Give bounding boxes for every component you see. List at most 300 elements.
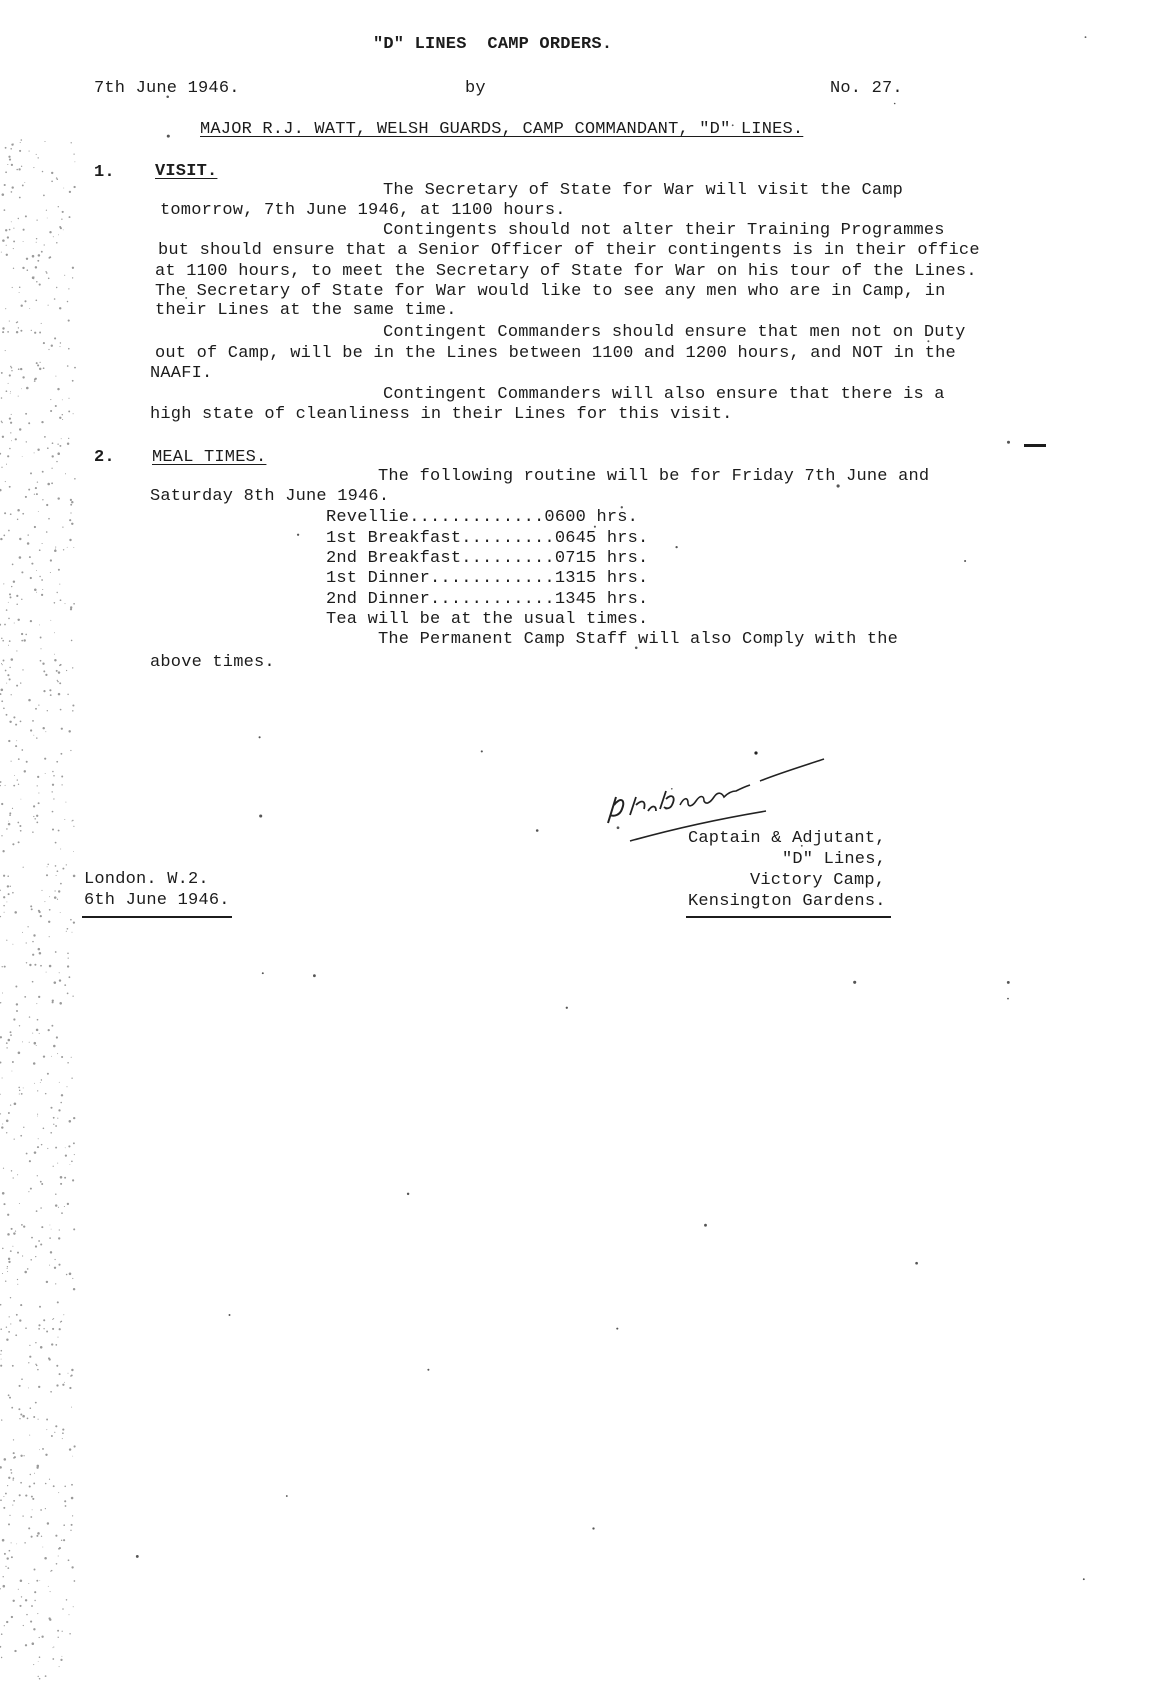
scan-speck [61, 1540, 62, 1541]
scan-speck [42, 727, 44, 729]
scan-speck [136, 1555, 139, 1558]
paragraph-line: The following routine will be for Friday 7th June and [378, 467, 930, 486]
scan-speck [58, 890, 60, 892]
scan-speck [63, 1539, 65, 1541]
scan-speck [37, 481, 38, 482]
scan-speck [28, 1362, 29, 1363]
scan-speck [8, 893, 10, 895]
scan-speck [27, 269, 29, 271]
scan-speck [0, 1646, 1, 1648]
scan-speck [73, 603, 75, 605]
scan-speck [5, 1493, 7, 1495]
scan-speck [21, 633, 23, 635]
scan-speck [69, 216, 71, 218]
scan-speck [57, 1301, 59, 1303]
scan-speck [67, 965, 69, 967]
scan-speck [20, 142, 21, 143]
scan-speck [44, 141, 45, 142]
scan-speck [69, 539, 71, 541]
scan-speck [72, 380, 74, 382]
scan-speck [31, 1496, 33, 1498]
scan-speck [11, 1170, 12, 1171]
scan-speck [42, 499, 43, 500]
scan-speck [13, 1600, 15, 1602]
scan-speck [14, 1456, 16, 1458]
scan-speck [73, 851, 74, 852]
scan-speck [4, 1553, 6, 1555]
scan-speck [47, 447, 49, 449]
scan-speck [17, 619, 19, 621]
scan-speck [29, 308, 30, 309]
scan-speck [29, 1160, 31, 1162]
scan-speck [1, 421, 2, 422]
scan-speck [36, 362, 38, 364]
scan-speck [12, 1246, 13, 1247]
scan-speck [25, 1495, 27, 1497]
scan-speck [36, 238, 37, 239]
scan-speck [0, 1304, 1, 1306]
scan-speck [15, 438, 17, 440]
scan-speck [56, 761, 58, 763]
scan-speck [6, 390, 8, 392]
scan-speck [30, 905, 32, 907]
scan-speck [42, 589, 43, 590]
scan-speck [8, 1258, 10, 1260]
scan-speck [45, 1093, 47, 1095]
scan-speck [30, 729, 32, 731]
scan-speck [7, 331, 9, 333]
scan-speck [66, 1086, 67, 1087]
scan-speck [38, 511, 39, 512]
scan-speck [13, 240, 15, 242]
scan-speck [54, 1267, 56, 1269]
scan-speck [22, 1515, 23, 1516]
scan-speck [704, 1224, 707, 1227]
scan-speck [5, 481, 6, 482]
scan-speck [13, 268, 14, 269]
scan-speck [58, 671, 60, 673]
scan-speck [53, 1646, 54, 1647]
scan-speck [407, 1193, 409, 1195]
scan-speck [17, 822, 19, 824]
scan-speck [52, 1319, 53, 1320]
scan-speck [35, 378, 37, 380]
scan-speck [1, 397, 3, 399]
scan-speck [68, 957, 69, 958]
scan-speck [33, 167, 34, 168]
scan-speck [68, 410, 70, 412]
paragraph-line: The Secretary of State for War will visit the Camp [383, 181, 904, 200]
scan-speck [49, 689, 51, 691]
scan-speck [32, 1509, 33, 1510]
scan-speck [7, 885, 9, 887]
scan-speck [29, 1356, 31, 1358]
scan-speck [12, 564, 14, 566]
scan-speck [65, 603, 66, 604]
scan-speck [9, 486, 11, 488]
scan-speck [57, 1337, 58, 1338]
paragraph-line: high state of cleanliness in their Lines for this visit. [150, 405, 733, 424]
scan-speck [10, 513, 12, 515]
scan-speck [3, 1585, 6, 1588]
scan-speck [3, 905, 5, 907]
scan-speck [36, 1029, 39, 1032]
scan-speck [1, 1419, 2, 1420]
scan-speck [18, 168, 20, 170]
scan-speck [1083, 1578, 1085, 1580]
scan-speck [9, 678, 11, 680]
scan-speck [29, 1042, 30, 1043]
scan-speck [44, 244, 45, 245]
scan-speck [26, 258, 28, 260]
scan-speck [7, 674, 9, 676]
scan-speck [41, 323, 42, 324]
scan-speck [4, 512, 6, 514]
scan-speck [38, 802, 40, 804]
scan-speck [34, 452, 35, 453]
scan-speck [18, 784, 19, 785]
scan-speck [229, 1314, 231, 1316]
scan-speck [50, 1591, 51, 1592]
scan-speck [50, 572, 51, 573]
scan-speck [16, 740, 17, 741]
scan-speck [46, 1331, 48, 1333]
scan-speck [57, 681, 58, 682]
scan-speck [17, 779, 18, 780]
scan-speck [69, 1614, 70, 1615]
scan-speck [6, 828, 7, 829]
scan-speck [37, 1114, 38, 1115]
scan-speck [37, 448, 39, 450]
scan-speck [51, 180, 53, 182]
scan-speck [70, 1164, 71, 1165]
scan-speck [10, 1031, 12, 1033]
scan-speck [26, 387, 29, 390]
scan-speck [28, 489, 30, 491]
scan-speck [11, 1616, 13, 1618]
scan-speck [66, 670, 67, 671]
scan-speck [65, 1505, 67, 1507]
scan-speck [67, 1203, 69, 1205]
scan-speck [8, 1394, 10, 1396]
scan-speck [73, 153, 74, 154]
scan-speck [19, 1385, 21, 1387]
scan-speck [47, 218, 48, 219]
scan-speck [8, 645, 9, 646]
scan-speck [28, 1583, 29, 1584]
scan-speck [1, 663, 2, 664]
scan-speck [53, 1117, 55, 1119]
scan-speck [3, 707, 5, 709]
scan-speck [36, 822, 38, 824]
scan-speck [3, 535, 5, 537]
scan-speck [18, 327, 19, 328]
scan-speck [23, 1127, 24, 1128]
scan-speck [67, 953, 69, 955]
scan-speck [297, 534, 299, 536]
scan-speck [72, 267, 74, 269]
scan-speck [18, 1408, 20, 1410]
scan-speck [68, 398, 69, 399]
scan-speck [39, 1306, 41, 1308]
scan-speck [0, 781, 1, 783]
scan-speck [73, 1288, 75, 1290]
scan-speck [38, 996, 40, 998]
scan-speck [54, 1432, 55, 1433]
scan-speck [9, 417, 11, 419]
scan-speck [20, 682, 21, 683]
scan-speck [69, 1120, 72, 1123]
scan-speck [36, 737, 37, 738]
scan-speck [36, 1535, 38, 1537]
signatory-line: Captain & Adjutant, [688, 829, 886, 848]
scan-speck [64, 819, 65, 820]
scan-speck [56, 242, 58, 244]
scan-speck [36, 219, 37, 220]
scan-speck [21, 1378, 23, 1380]
scan-speck [7, 455, 9, 457]
scan-speck [37, 260, 39, 262]
scan-speck [11, 694, 12, 695]
scan-speck [15, 1334, 17, 1336]
scan-speck [61, 438, 62, 439]
scan-speck [41, 1144, 43, 1146]
scan-speck [67, 993, 69, 995]
scan-speck [9, 229, 11, 231]
scan-speck [30, 577, 32, 579]
scan-speck [69, 1387, 71, 1389]
scan-speck [50, 399, 51, 400]
scan-speck [57, 179, 59, 181]
scan-speck [0, 538, 2, 540]
scan-speck [18, 1087, 20, 1089]
scan-speck [19, 825, 21, 827]
scan-speck [10, 432, 11, 433]
scan-speck [38, 1328, 40, 1330]
scan-speck [34, 380, 36, 382]
scan-speck [38, 910, 40, 912]
scan-speck [60, 599, 62, 601]
scan-speck [53, 1124, 54, 1125]
scan-speck [38, 254, 41, 257]
scan-speck [49, 1225, 50, 1226]
scan-speck [21, 1224, 23, 1226]
scan-speck [59, 584, 60, 585]
paragraph-line: NAAFI. [150, 364, 213, 383]
scan-speck [6, 245, 7, 246]
scan-speck [74, 1154, 75, 1155]
scan-speck [31, 908, 33, 910]
scan-speck [0, 1094, 1, 1095]
scan-speck [15, 1231, 16, 1232]
scan-speck [11, 761, 12, 762]
scan-speck [64, 1177, 66, 1179]
scan-speck [16, 1314, 18, 1316]
scan-speck [37, 1116, 38, 1117]
scan-speck [64, 275, 65, 276]
scan-speck [34, 1151, 37, 1154]
scan-speck [38, 1138, 39, 1139]
scan-speck [22, 184, 24, 186]
scan-speck [43, 1128, 45, 1130]
scan-speck [14, 623, 15, 624]
scan-speck [1007, 441, 1010, 444]
scan-speck [1007, 998, 1009, 1000]
scan-speck [54, 298, 56, 300]
scan-speck [11, 164, 13, 166]
scan-speck [10, 422, 12, 424]
paragraph-line: Contingents should not alter their Training Programmes [383, 221, 945, 240]
scan-speck [40, 1346, 43, 1349]
scan-speck [27, 926, 28, 927]
scan-speck [4, 209, 6, 211]
scan-speck [11, 370, 12, 371]
scan-speck [67, 365, 69, 367]
scan-speck [59, 226, 61, 228]
scan-speck [71, 1484, 73, 1486]
scan-speck [59, 445, 61, 447]
scan-speck [29, 1016, 30, 1017]
scan-speck [36, 281, 38, 283]
scan-speck [40, 1509, 42, 1511]
scan-speck [72, 996, 73, 997]
scan-speck [56, 287, 57, 288]
scan-speck [53, 1647, 54, 1648]
scan-speck [7, 1214, 9, 1216]
scan-speck [71, 1078, 72, 1079]
scan-speck [23, 1087, 24, 1088]
scan-speck [2, 239, 5, 242]
scan-speck [14, 1650, 16, 1652]
scan-speck [44, 436, 46, 438]
scan-speck [64, 1486, 66, 1488]
scan-speck [2, 1124, 3, 1125]
scan-speck [19, 428, 21, 430]
paragraph-line: out of Camp, will be in the Lines between 1100 and 1200 hours, and NOT in the [155, 344, 956, 363]
scan-speck [39, 284, 41, 286]
scan-speck [24, 770, 26, 772]
scan-speck [5, 350, 6, 351]
scan-speck [24, 1271, 27, 1274]
scan-speck [72, 820, 73, 821]
scan-speck [49, 1479, 50, 1480]
scan-speck [66, 1274, 68, 1276]
scan-speck [33, 1664, 34, 1665]
scan-speck [32, 1498, 34, 1500]
scan-speck [63, 229, 64, 230]
scan-speck [56, 1365, 58, 1367]
scan-speck [15, 986, 17, 988]
scan-speck [55, 547, 56, 548]
scan-speck [41, 1226, 43, 1228]
scan-speck [52, 1658, 54, 1660]
scan-speck [30, 620, 32, 622]
scan-speck [53, 1166, 54, 1167]
scan-speck [32, 954, 34, 956]
scan-speck [49, 256, 51, 258]
scan-speck [51, 1343, 53, 1345]
scan-speck [42, 1547, 43, 1548]
scan-speck [30, 1259, 32, 1261]
scan-speck [74, 367, 76, 369]
scan-speck [52, 811, 54, 813]
scan-speck [27, 1418, 29, 1420]
scan-speck [58, 1237, 60, 1239]
scan-speck [71, 1374, 73, 1376]
scan-speck [59, 1082, 60, 1083]
scan-speck [47, 483, 50, 486]
scan-speck [1, 1657, 2, 1658]
scan-speck [19, 150, 21, 152]
scan-speck [68, 1373, 69, 1374]
scan-speck [8, 1039, 11, 1042]
scan-speck [35, 487, 37, 489]
scan-speck [56, 461, 57, 462]
scan-speck [0, 453, 1, 455]
scan-speck [16, 1544, 17, 1545]
scan-speck [22, 376, 24, 378]
scan-speck [57, 1053, 58, 1054]
scan-speck [34, 332, 36, 334]
scan-speck [56, 1384, 58, 1386]
scan-speck [51, 791, 52, 792]
scan-speck [55, 548, 56, 549]
scan-speck [12, 1479, 13, 1480]
scan-speck [59, 1547, 61, 1549]
scan-speck [16, 650, 17, 651]
scan-speck [55, 951, 57, 953]
scan-speck [23, 867, 24, 868]
scan-speck [39, 368, 41, 370]
scan-speck [50, 410, 52, 412]
scan-speck [48, 518, 50, 520]
scan-speck [55, 865, 57, 867]
scan-speck [21, 571, 23, 573]
scan-speck [42, 543, 43, 544]
scan-speck [16, 331, 18, 333]
scan-speck [57, 899, 58, 900]
scan-speck [55, 1283, 56, 1284]
scan-speck [6, 1338, 8, 1340]
scan-speck [37, 1146, 39, 1148]
scan-speck [22, 1415, 25, 1418]
scan-speck [71, 1566, 73, 1568]
scan-speck [0, 489, 2, 492]
signatory-line: Victory Camp, [750, 871, 886, 890]
scan-speck [10, 1034, 12, 1036]
scan-speck [55, 1204, 57, 1206]
scan-speck [9, 640, 11, 642]
scan-speck [73, 921, 75, 923]
scan-speck [59, 972, 60, 973]
scan-speck [60, 342, 61, 343]
scan-speck [44, 758, 46, 760]
scan-speck [4, 966, 6, 968]
scan-speck [29, 556, 31, 558]
scan-speck [6, 464, 7, 465]
order-by: by [465, 79, 486, 98]
scan-speck [37, 1465, 40, 1468]
scan-speck [49, 936, 50, 937]
scan-speck [50, 1107, 52, 1109]
scan-speck [43, 1055, 45, 1057]
scan-speck [40, 1181, 42, 1183]
scan-speck [43, 195, 45, 197]
scan-speck [55, 1193, 56, 1194]
scan-speck [12, 944, 13, 945]
scan-speck [51, 1435, 53, 1437]
scan-speck [12, 1061, 14, 1063]
